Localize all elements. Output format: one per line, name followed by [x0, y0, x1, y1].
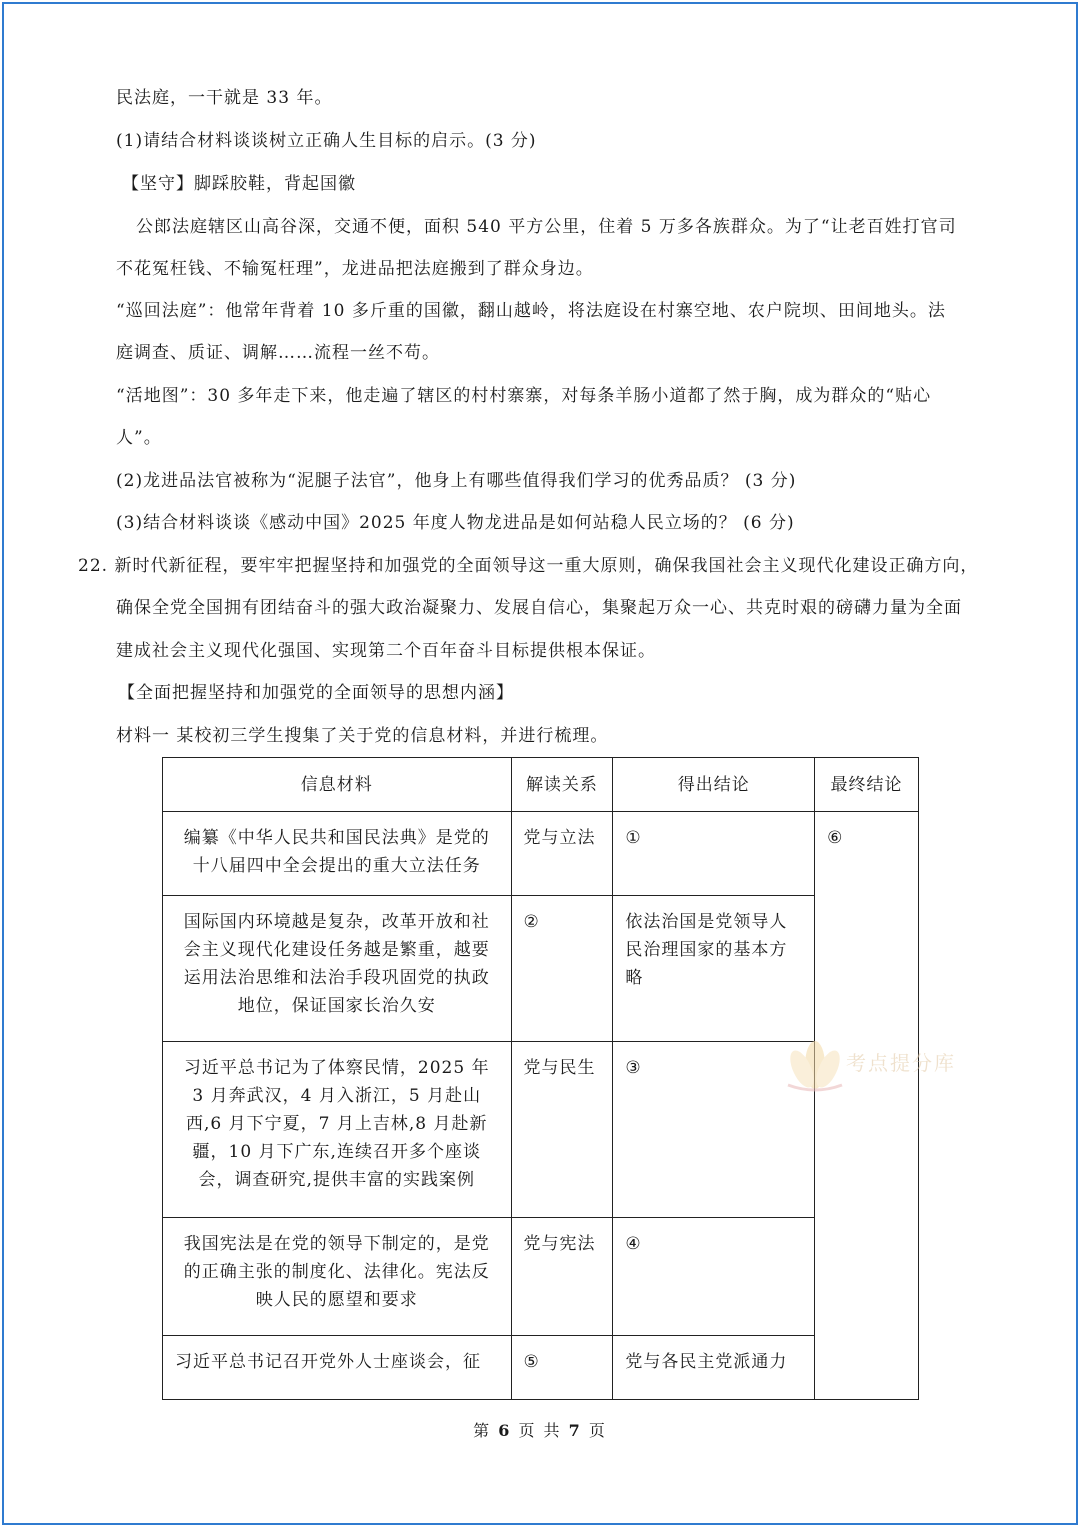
footer-suffix: 页 — [588, 1421, 607, 1440]
question-3: (3)结合材料谈谈《感动中国》2025 年度人物龙进品是如何站稳人民立场的？ (6 分) — [116, 513, 795, 533]
watermark-text: 考点提分库 — [846, 1051, 956, 1075]
table-cell: ① — [613, 812, 815, 896]
material-intro: 材料一 某校初三学生搜集了关于党的信息材料，并进行梳理。 — [116, 726, 609, 746]
table-cell: ④ — [613, 1218, 815, 1336]
table-cell: ⑥ — [815, 812, 919, 1400]
table-header: 信息材料 — [163, 758, 512, 812]
footer-total-pages: 7 — [568, 1421, 582, 1440]
table-cell: ② — [511, 896, 613, 1042]
table-cell: 习近平总书记为了体察民情，2025 年 3 月奔武汉，4 月入浙江，5 月赴山西,6 月下宁夏，7 月上吉林,8 月赴新疆，10 月下广东,连续召开多个座谈会，调查研究,提供丰富的实践案例 — [163, 1042, 512, 1218]
table-cell: 我国宪法是在党的领导下制定的，是党的正确主张的制度化、法律化。宪法反映人民的愿望和要求 — [163, 1218, 512, 1336]
text-line: “巡回法庭”：他常年背着 10 多斤重的国徽，翻山越岭，将法庭设在村寨空地、农户院坝、田间地头。法 — [116, 301, 946, 321]
footer-mid: 页 共 — [518, 1421, 562, 1440]
table-row — [163, 812, 919, 896]
table-header-row — [163, 758, 919, 812]
lotus-icon — [780, 1025, 850, 1095]
table-cell: 编纂《中华人民共和国民法典》是党的十八届四中全会提出的重大立法任务 — [163, 812, 512, 896]
table-row — [163, 1336, 919, 1400]
table-cell: 依法治国是党领导人民治理国家的基本方略 — [613, 896, 815, 1042]
text-line: 民法庭，一干就是 33 年。 — [116, 88, 333, 108]
table-cell: 党与各民主党派通力 — [613, 1336, 815, 1400]
section-heading-neihan: 【全面把握坚持和加强党的全面领导的思想内涵】 — [118, 683, 514, 703]
text-line: 不花冤枉钱、不输冤枉理”，龙进品把法庭搬到了群众身边。 — [116, 259, 594, 279]
text-line: 庭调查、质证、调解……流程一丝不苟。 — [116, 343, 440, 363]
table-cell: 党与宪法 — [511, 1218, 613, 1336]
table-header: 最终结论 — [815, 758, 919, 812]
table-row — [163, 1218, 919, 1336]
section-heading-jianshou: 【坚守】脚踩胶鞋，背起国徽 — [122, 174, 356, 194]
text-line: 公郎法庭辖区山高谷深，交通不便，面积 540 平方公里，住着 5 万多各族群众。为了“让老百姓打官司 — [136, 217, 957, 237]
table-cell: 党与民生 — [511, 1042, 613, 1218]
question-22: 22. 新时代新征程，要牢牢把握坚持和加强党的全面领导这一重大原则，确保我国社会主义现代化建设正确方向， — [78, 556, 979, 576]
table-cell: 习近平总书记召开党外人士座谈会，征 — [163, 1336, 512, 1400]
table-cell: 国际国内环境越是复杂，改革开放和社会主义现代化建设任务越是繁重，越要运用法治思维和法治手段巩固党的执政地位，保证国家长治久安 — [163, 896, 512, 1042]
table-header: 得出结论 — [613, 758, 815, 812]
table-row — [163, 896, 919, 1042]
table-cell: 党与立法 — [511, 812, 613, 896]
table-cell: ③ — [613, 1042, 815, 1218]
table-cell: ⑤ — [511, 1336, 613, 1400]
table-header: 解读关系 — [511, 758, 613, 812]
question-1: (1)请结合材料谈谈树立正确人生目标的启示。(3 分) — [116, 131, 537, 151]
text-line: 建成社会主义现代化强国、实现第二个百年奋斗目标提供根本保证。 — [116, 641, 656, 661]
watermark — [780, 1025, 990, 1095]
page-footer — [0, 1418, 1080, 1441]
text-line: 人”。 — [116, 428, 162, 448]
text-line: 确保全党全国拥有团结奋斗的强大政治凝聚力、发展自信心，集聚起万众一心、共克时艰的磅礴力量为全面 — [116, 598, 962, 618]
footer-page-number: 6 — [498, 1421, 512, 1440]
footer-prefix: 第 — [473, 1421, 492, 1440]
question-2: (2)龙进品法官被称为“泥腿子法官”，他身上有哪些值得我们学习的优秀品质？ (3 分) — [116, 471, 797, 491]
text-line: “活地图”：30 多年走下来，他走遍了辖区的村村寨寨，对每条羊肠小道都了然于胸，成为群众的“贴心 — [116, 386, 932, 406]
